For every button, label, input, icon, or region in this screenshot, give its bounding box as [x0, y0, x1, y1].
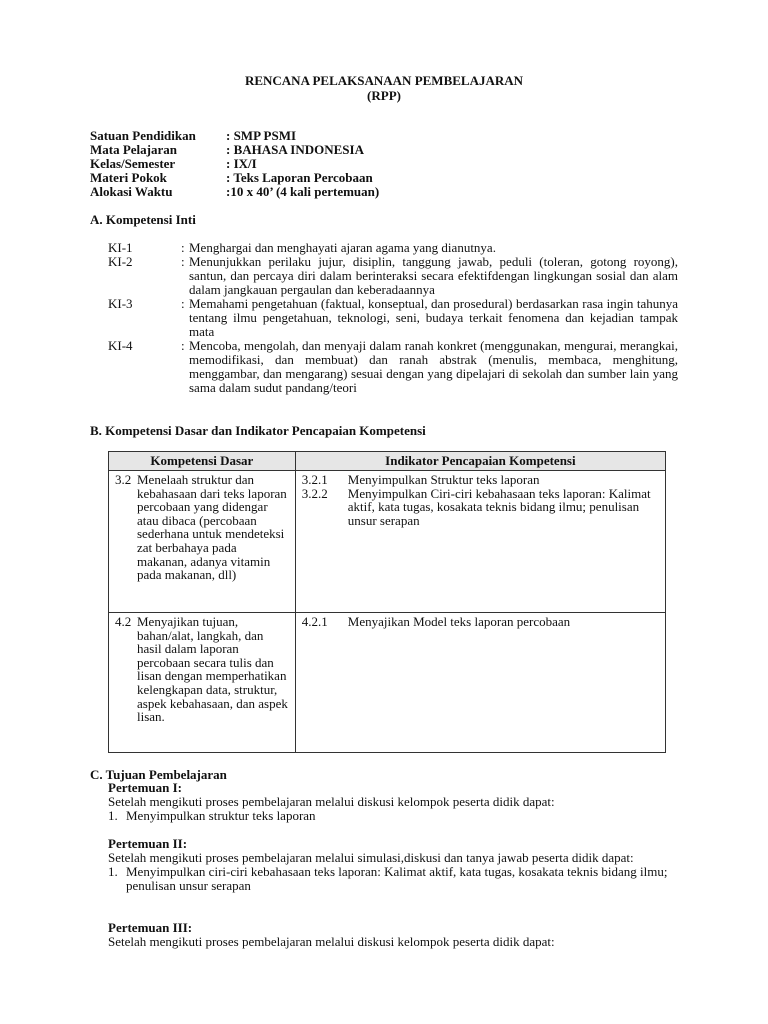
kd-number: 3.2	[115, 472, 132, 487]
identity-value: : BAHASA INDONESIA	[226, 142, 364, 157]
indicator-cell	[295, 613, 665, 753]
identity-label: Mata Pelajaran	[90, 142, 178, 157]
indicator-text: Menyimpulkan Struktur teks laporan	[347, 472, 540, 487]
kd-cell	[109, 613, 296, 753]
identity-row	[90, 143, 364, 157]
ki-colon: :	[181, 240, 185, 255]
kd-text: Menelaah struktur dan kebahasaan dari teks laporan percobaan yang didengar atau dibaca (percobaan sederhana untuk mendeteksi zat berbahaya pada makanan, adanya vitamin pada makanan, dll)	[137, 472, 287, 583]
ki-text: Menghargai dan menghayati ajaran agama yang dianutnya.	[189, 240, 496, 255]
column-header-kd: Kompetensi Dasar	[109, 452, 296, 471]
identity-value: :10 x 40’ (4 kali pertemuan)	[226, 184, 380, 199]
meeting-intro: Setelah mengikuti proses pembelajaran melalui simulasi,diskusi dan tanya jawab peserta didik dapat:	[108, 850, 634, 865]
kd-text: Menyajikan tujuan, bahan/alat, langkah, dan hasil dalam laporan percobaan secara tulis dan lisan dengan memperhatikan kelengkapan data, struktur, aspek kebahasaan, dan aspek lisan.	[137, 614, 288, 725]
meeting-intro: Setelah mengikuti proses pembelajaran melalui diskusi kelompok peserta didik dapat:	[108, 934, 555, 949]
meeting-block	[108, 837, 678, 893]
identity-label: Kelas/Semester	[90, 156, 176, 171]
identity-row	[90, 129, 296, 143]
identity-row	[90, 185, 379, 199]
identity-label: Materi Pokok	[90, 170, 167, 185]
ki-code: KI-4	[108, 338, 133, 353]
meeting-intro: Setelah mengikuti proses pembelajaran melalui diskusi kelompok peserta didik dapat:	[108, 794, 555, 809]
identity-row	[90, 157, 257, 171]
list-text: Menyimpulkan struktur teks laporan	[126, 808, 316, 823]
section-b-heading: B. Kompetensi Dasar dan Indikator Pencapaian Kompetensi	[90, 423, 426, 438]
column-header-ipk: Indikator Pencapaian Kompetensi	[295, 452, 665, 471]
meeting-title: Pertemuan III:	[108, 920, 193, 935]
indicator-number: 3.2.2	[301, 485, 328, 501]
list-item	[108, 865, 678, 893]
identity-label: Satuan Pendidikan	[90, 128, 196, 143]
table-header-row	[109, 452, 666, 471]
indicator-number: 4.2.1	[301, 614, 328, 629]
ki-text: Menunjukkan perilaku jujur, disiplin, tanggung jawab, peduli (toleran, gotong royong), santun, dan percaya diri dalam berinteraksi secara efektifdengan lingkungan sosial dan alam dalam jangkauan pergaulan dan keberadaannya	[189, 254, 678, 297]
ki-text: Mencoba, mengolah, dan menyaji dalam ranah konkret (menggunakan, mengurai, merangkai, memodifikasi, dan membuat) dan ranah abstrak (menulis, membaca, menghitung, menggambar, dan mengarang) sesuai dengan yang dipelajari di sekolah dan sumber lain yang sama dalam sudut pandang/teori	[189, 338, 678, 395]
identity-row	[90, 171, 373, 185]
table-row	[109, 471, 666, 613]
indicator-text: Menyajikan Model teks laporan percobaan	[347, 614, 571, 629]
meeting-block	[108, 781, 678, 823]
identity-value: : IX/I	[226, 156, 257, 171]
ki-colon: :	[181, 338, 185, 353]
section-a-heading: A. Kompetensi Inti	[90, 212, 196, 227]
kd-cell	[109, 471, 296, 613]
list-text: Menyimpulkan ciri-ciri kebahasaan teks laporan: Kalimat aktif, kata tugas, kosakata teknis bidang ilmu; penulisan unsur serapan	[126, 864, 668, 893]
indicator-number: 3.2.1	[301, 472, 328, 487]
meeting-title: Pertemuan I:	[108, 780, 183, 795]
ki-code: KI-3	[108, 296, 133, 311]
identity-value: : Teks Laporan Percobaan	[226, 170, 373, 185]
section-c-heading: C. Tujuan Pembelajaran	[90, 767, 227, 782]
indicator-text: Menyimpulkan Ciri-ciri kebahasaan teks laporan: Kalimat aktif, kata tugas, kosakata teknis bidang ilmu; penulisan unsur serapan	[347, 485, 651, 528]
indicator-cell	[295, 471, 665, 613]
indicator-item	[302, 615, 659, 629]
list-item	[108, 809, 678, 823]
list-number: 1.	[108, 864, 118, 879]
indicator-item	[302, 487, 659, 528]
kd-number: 4.2	[115, 614, 132, 629]
meeting-title: Pertemuan II:	[108, 836, 188, 851]
identity-label: Alokasi Waktu	[90, 184, 173, 199]
ki-colon: :	[181, 254, 185, 269]
ki-code: KI-2	[108, 254, 133, 269]
competency-table	[108, 451, 666, 753]
ki-text: Memahami pengetahuan (faktual, konseptual, dan prosedural) berdasarkan rasa ingin tahunya tentang ilmu pengetahuan, teknologi, seni, budaya terkait fenomena dan kejadian tampak mata	[189, 296, 678, 339]
identity-value: : SMP PSMI	[226, 128, 297, 143]
table-row	[109, 613, 666, 753]
document-title: RENCANA PELAKSANAAN PEMBELAJARAN	[244, 73, 524, 88]
indicator-item	[302, 473, 659, 487]
list-number: 1.	[108, 808, 118, 823]
meeting-block	[108, 921, 678, 949]
ki-code: KI-1	[108, 240, 133, 255]
document-subtitle: (RPP)	[367, 88, 401, 103]
ki-colon: :	[181, 296, 185, 311]
